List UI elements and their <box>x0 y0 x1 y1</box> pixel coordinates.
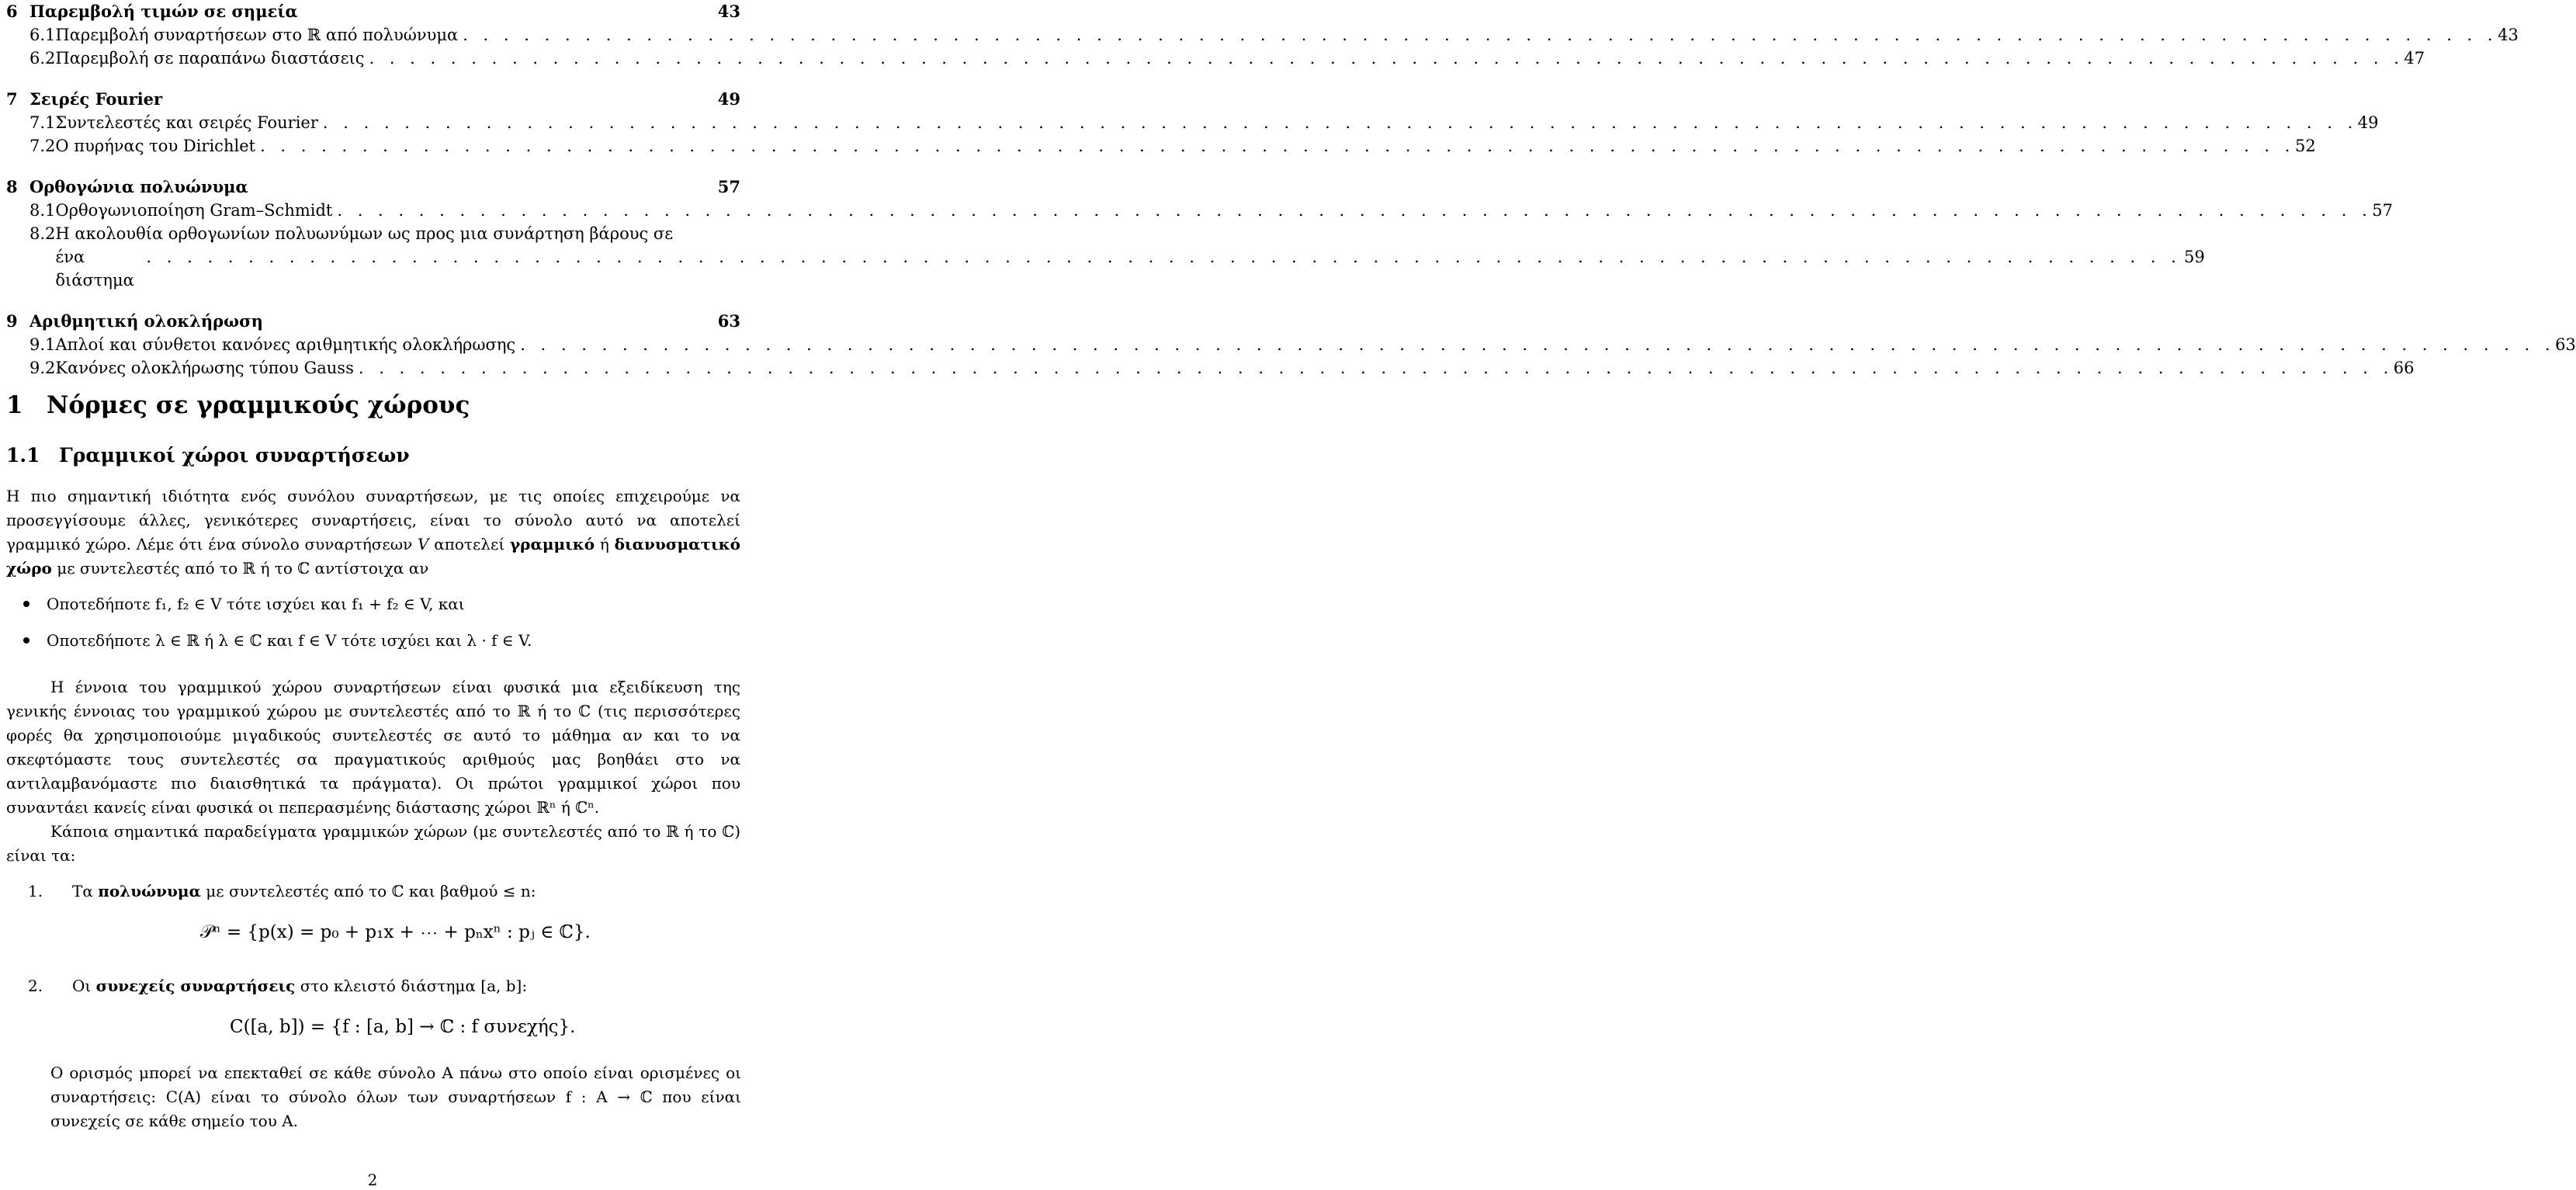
toc-leader-dots <box>515 333 2555 356</box>
toc-chapter[interactable] <box>6 88 740 111</box>
toc-section[interactable] <box>6 47 2425 70</box>
enum-item <box>6 973 740 997</box>
toc-section-title: Συντελεστές και σειρές Fourier <box>55 113 318 132</box>
section-title: Γραμμικοί χώροι συναρτήσεων <box>59 444 410 467</box>
display-formula: C([a, b]) = {f : [a, b] → ℂ : f συνεχής}. <box>230 1017 576 1037</box>
paragraph-text: με συντελεστές από το ℝ ή το ℂ αντίστοιχα αν <box>51 559 429 578</box>
toc-leader-dots <box>332 199 2372 222</box>
toc-section-title-continuation <box>55 245 2204 292</box>
section-number: 1.1 <box>6 444 40 467</box>
toc-chapter-number: 7 <box>6 89 18 109</box>
toc-leader-dots <box>458 23 2498 47</box>
toc-chapter[interactable] <box>6 0 740 23</box>
paragraph: Ο ορισμός μπορεί να επεκταθεί σε κάθε σύνολο A πάνω στο οποίο είναι ορισμένες οι συναρτήσεις: C(A) είναι το σύνολο όλων των συναρτήσεων f : A → ℂ που είναι συνεχείς σε κάθε σημείο του A. <box>50 1063 741 1130</box>
toc-leader-dots <box>354 356 2394 380</box>
table-of-contents <box>6 0 2576 380</box>
bold-term: συνεχείς συναρτήσεις <box>95 976 296 995</box>
toc-chapter[interactable] <box>6 175 740 199</box>
toc-section-number: 6.2 <box>29 49 56 68</box>
paragraph-text: αποτελεί <box>428 535 510 553</box>
paragraph <box>6 675 740 868</box>
chapter-title: Νόρμες σε γραμμικούς χώρους <box>47 391 470 419</box>
bullet-icon <box>23 601 29 607</box>
paragraph-text: Η πιο σημαντική ιδιότητα ενός συνόλου συναρτήσεων, με τις οποίες επιχειρούμε να προσεγγίσουμε άλλες, γενικότερες συναρτήσεις, είναι το σύνολο αυτό να αποτελεί γραμμικό χώρο. Λέμε ότι ένα σύνολο συναρτήσεων <box>6 487 740 553</box>
toc-leader-dots <box>364 47 2404 70</box>
toc-section-title: Η ακολουθία ορθογωνίων πολυωνύμων ως προς μια συνάρτηση βάρους σε <box>55 224 674 243</box>
display-formula: 𝒫ⁿ = {p(x) = p₀ + p₁x + ⋯ + pₙxⁿ : pⱼ ∈ ℂ}. <box>200 922 591 942</box>
toc-section-number: 9.1 <box>29 335 56 354</box>
bullet-item <box>19 592 733 616</box>
bullet-item <box>19 629 733 652</box>
toc-page-number: 49 <box>717 89 740 109</box>
enum-text <box>72 882 536 900</box>
toc-section-number: 7.2 <box>29 137 56 155</box>
toc-section-number: 8.2 <box>29 224 56 243</box>
enum-text-part: Τα <box>72 881 99 900</box>
enum-item <box>6 879 740 903</box>
toc-page-number: 47 <box>2404 49 2425 68</box>
enum-label: 1. <box>28 881 43 900</box>
toc-section[interactable] <box>6 356 2415 380</box>
toc-chapter-title: Σειρές Fourier <box>29 89 163 109</box>
paragraph-text: Η έννοια του γραμμικού χώρου συναρτήσεων είναι φυσικά μια εξειδίκευση της γενικής έννοιας του γραμμικού χώρου με συντελεστές από το ℝ ή το ℂ (τις περισσότερες φορές θα χρησιμοποιούμε μιγαδικούς συντελεστές σε αυτό το μάθημα αν και το να σκεφτόμαστε τους συντελεστές σα πραγματικούς αριθμούς μας βοηθάει στο να αντιλαμβανόμαστε πιο διαισθητικά τα πράγματα). Οι πρώτοι γραμμικοί χώροι που συναντάει κανείς είναι φυσικά οι πεπερασμένης διάστασης χώροι ℝⁿ ή ℂⁿ. <box>6 678 740 817</box>
toc-section-title-block <box>55 222 2204 292</box>
toc-chapter-title: Αριθμητική ολοκλήρωση <box>29 311 263 331</box>
toc-leader-dots <box>255 134 2295 158</box>
enum-text-part: με συντελεστές από το ℂ και βαθμού ≤ n: <box>200 881 536 900</box>
toc-section[interactable] <box>6 333 2576 356</box>
section-heading <box>6 444 410 467</box>
toc-page-number: 57 <box>717 177 740 196</box>
enum-text-part: στο κλειστό διάστημα [a, b]: <box>295 976 528 995</box>
chapter-heading <box>6 391 470 419</box>
toc-page-number: 52 <box>2294 137 2316 155</box>
toc-chapter-title: Ορθογώνια πολυώνυμα <box>29 177 248 196</box>
toc-page-number: 43 <box>2498 26 2519 44</box>
bullet-text: Οποτεδήποτε f₁, f₂ ∈ V τότε ισχύει και f₁ + f₂ ∈ V, και <box>47 595 465 613</box>
toc-section-title: Κανόνες ολοκλήρωσης τύπου Gauss <box>55 359 354 377</box>
toc-page-number: 63 <box>717 311 740 331</box>
toc-section[interactable] <box>6 199 2393 222</box>
toc-chapter-title: Παρεμβολή τιμών σε σημεία <box>29 2 298 21</box>
toc-section-title: ένα διάστημα <box>55 248 134 290</box>
toc-section[interactable] <box>6 134 2316 158</box>
toc-page-number: 43 <box>717 2 740 21</box>
toc-section-number: 8.1 <box>29 201 56 220</box>
bold-term: διανυσματικό χώρο <box>6 535 740 578</box>
bold-term: γραμμικό <box>509 535 595 553</box>
page-number: 2 <box>367 1171 378 1189</box>
toc-section-title: Παρεμβολή συναρτήσεων στο ℝ από πολυώνυμα <box>55 26 459 44</box>
enum-text <box>72 977 527 995</box>
paragraph-text: ή <box>595 535 615 553</box>
toc-chapter[interactable] <box>6 310 740 333</box>
paragraph <box>6 484 740 581</box>
toc-page-number: 63 <box>2555 335 2576 354</box>
chapter-number: 1 <box>6 391 23 419</box>
toc-chapter-number: 6 <box>6 2 18 21</box>
toc-leader-dots <box>141 245 2181 292</box>
toc-section[interactable] <box>6 23 2519 47</box>
toc-section-title: Ο πυρήνας του Dirichlet <box>55 137 256 155</box>
enum-text-part: Οι <box>72 976 96 995</box>
bold-term: πολυώνυμα <box>98 881 201 900</box>
toc-page-number: 49 <box>2357 113 2379 132</box>
toc-section-title: Απλοί και σύνθετοι κανόνες αριθμητικής ολοκλήρωσης <box>55 335 516 354</box>
toc-section-title: Ορθογωνιοποίηση Gram–Schmidt <box>55 201 333 220</box>
toc-leader-dots <box>318 111 2358 134</box>
toc-page-number: 59 <box>2183 248 2205 266</box>
toc-chapter-number: 9 <box>6 311 18 331</box>
toc-chapter-number: 8 <box>6 177 18 196</box>
toc-page-number: 57 <box>2372 201 2393 220</box>
math-symbol: V <box>418 535 429 553</box>
toc-section-number: 7.1 <box>29 113 56 132</box>
bullet-icon <box>23 637 29 644</box>
enum-label: 2. <box>28 976 43 995</box>
toc-page-number: 66 <box>2393 359 2415 377</box>
bullet-list <box>19 592 733 665</box>
toc-section-number: 6.1 <box>29 26 56 44</box>
toc-section[interactable] <box>6 222 2205 292</box>
toc-section-number: 9.2 <box>29 359 56 377</box>
toc-section-title: Παρεμβολή σε παραπάνω διαστάσεις <box>55 49 365 68</box>
bullet-text: Οποτεδήποτε λ ∈ ℝ ή λ ∈ ℂ και f ∈ V τότε ισχύει και λ · f ∈ V. <box>47 631 532 650</box>
paragraph-text: Κάποια σημαντικά παραδείγματα γραμμικών χώρων (με συντελεστές από το ℝ ή το ℂ) είναι τα: <box>6 822 740 865</box>
toc-section[interactable] <box>6 111 2379 134</box>
